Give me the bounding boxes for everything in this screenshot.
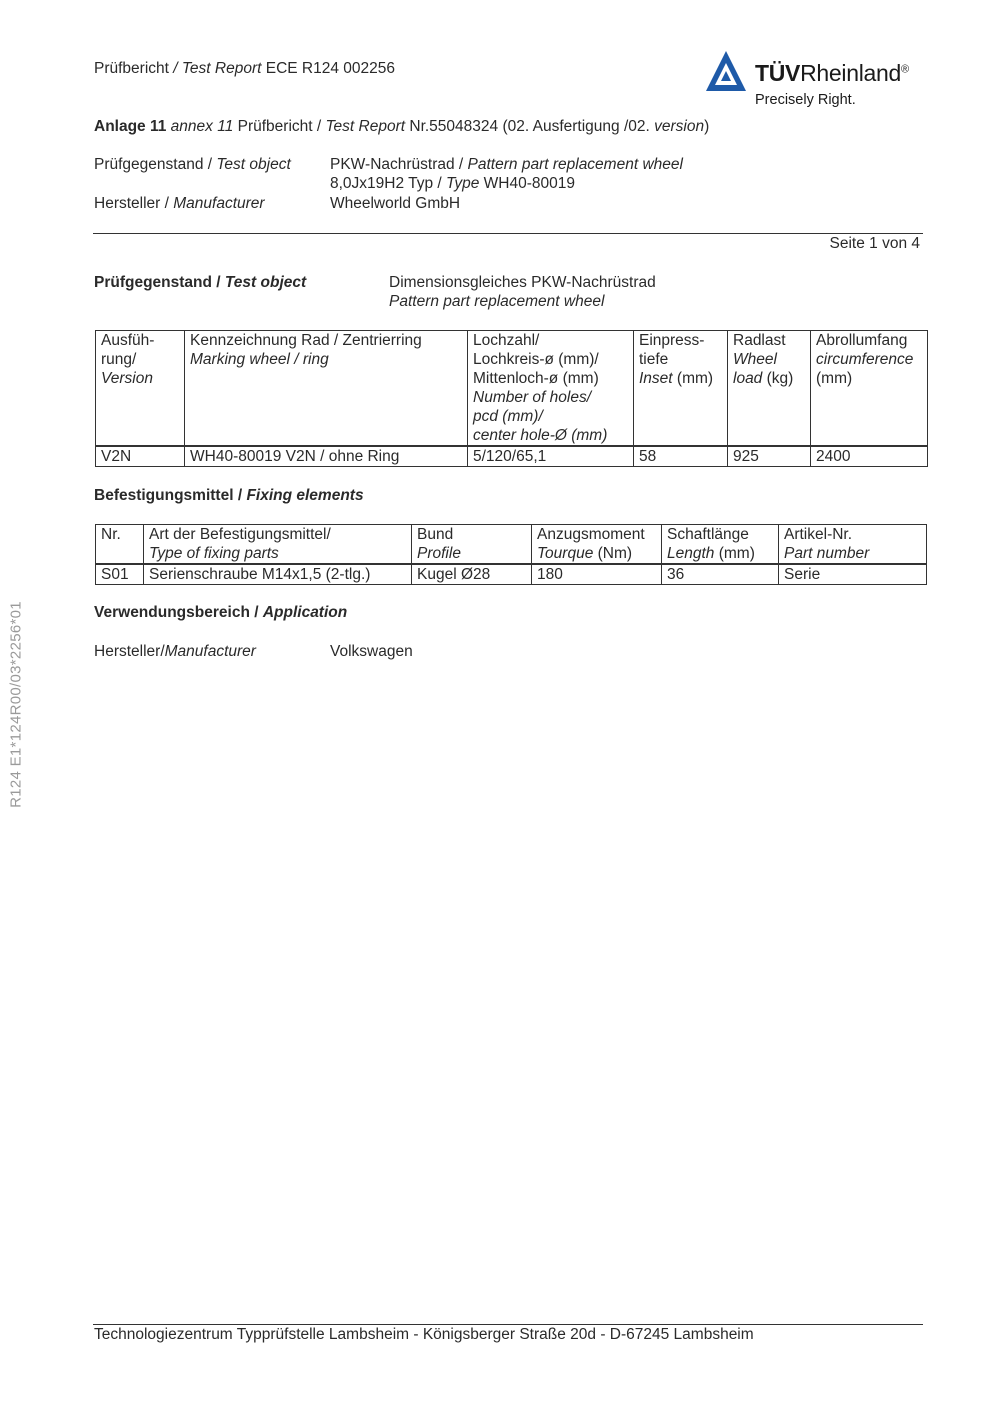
col-inset: Einpress- tiefe Inset (mm)	[634, 331, 728, 447]
fixing-table	[95, 524, 927, 585]
side-approval-stamp: R124 E1*124R00/03*2256*01	[7, 601, 25, 808]
object-type: 8,0Jx19H2 Typ / Type WH40-80019	[330, 175, 575, 192]
manufacturer-value: Wheelworld GmbH	[330, 195, 461, 212]
application-heading: Verwendungsbereich / Application	[94, 604, 348, 621]
footer-address: Technologiezentrum Typprüfstelle Lambsheim - Königsberger Straße 20d - D-67245 Lambsheim	[94, 1326, 754, 1343]
wheel-table-header	[96, 331, 928, 447]
test-object-heading: Prüfgegenstand / Test object	[94, 274, 307, 291]
col-marking: Kennzeichnung Rad / Zentrierring Marking wheel / ring	[185, 331, 468, 447]
header-divider	[93, 233, 923, 234]
fixing-heading: Befestigungsmittel / Fixing elements	[94, 487, 364, 504]
col-version: Ausfüh- rung/ Version	[96, 331, 185, 447]
application-manufacturer-label: Hersteller/Manufacturer	[94, 643, 256, 660]
test-object-value: Dimensionsgleiches PKW-Nachrüstrad	[389, 274, 656, 291]
col-part-number: Artikel-Nr. Part number	[779, 525, 927, 565]
report-title: Prüfbericht / Test Report ECE R124 002256	[94, 60, 396, 77]
logo-slogan: Precisely Right.	[755, 92, 856, 108]
object-label: Prüfgegenstand / Test object	[94, 156, 291, 173]
col-torque: Anzugsmoment Tourque (Nm)	[532, 525, 662, 565]
tuv-triangle-icon	[704, 49, 748, 93]
col-load: Radlast Wheel load (kg)	[728, 331, 811, 447]
col-nr: Nr.	[96, 525, 144, 565]
col-holes: Lochzahl/ Lochkreis-ø (mm)/ Mittenloch-ø (mm) Number of holes/ pcd (mm)/ center hole-Ø (mm)	[468, 331, 634, 447]
page-number: Seite 1 von 4	[829, 235, 920, 252]
object-value: PKW-Nachrüstrad / Pattern part replacement wheel	[330, 156, 683, 173]
footer-divider	[93, 1324, 923, 1325]
col-circumference: Abrollumfang circumference (mm)	[811, 331, 928, 447]
col-bund: Bund Profile	[412, 525, 532, 565]
table-row: S01 Serienschraube M14x1,5 (2-tlg.) Kugel Ø28 180 36 Serie	[96, 564, 927, 585]
logo-wordmark: TÜVRheinland®	[755, 60, 909, 86]
col-type: Art der Befestigungsmittel/ Type of fixing parts	[144, 525, 412, 565]
wheel-table	[95, 330, 928, 467]
col-length: Schaftlänge Length (mm)	[662, 525, 779, 565]
test-object-value-en: Pattern part replacement wheel	[389, 293, 605, 310]
annex-line: Anlage 11 annex 11 Prüfbericht / Test Report Nr.55048324 (02. Ausfertigung /02. version)	[94, 118, 710, 135]
table-row: V2N WH40-80019 V2N / ohne Ring 5/120/65,1 58 925 2400	[96, 446, 928, 467]
fixing-table-header	[96, 525, 927, 565]
application-manufacturer-value: Volkswagen	[330, 643, 413, 660]
manufacturer-label: Hersteller / Manufacturer	[94, 195, 265, 212]
